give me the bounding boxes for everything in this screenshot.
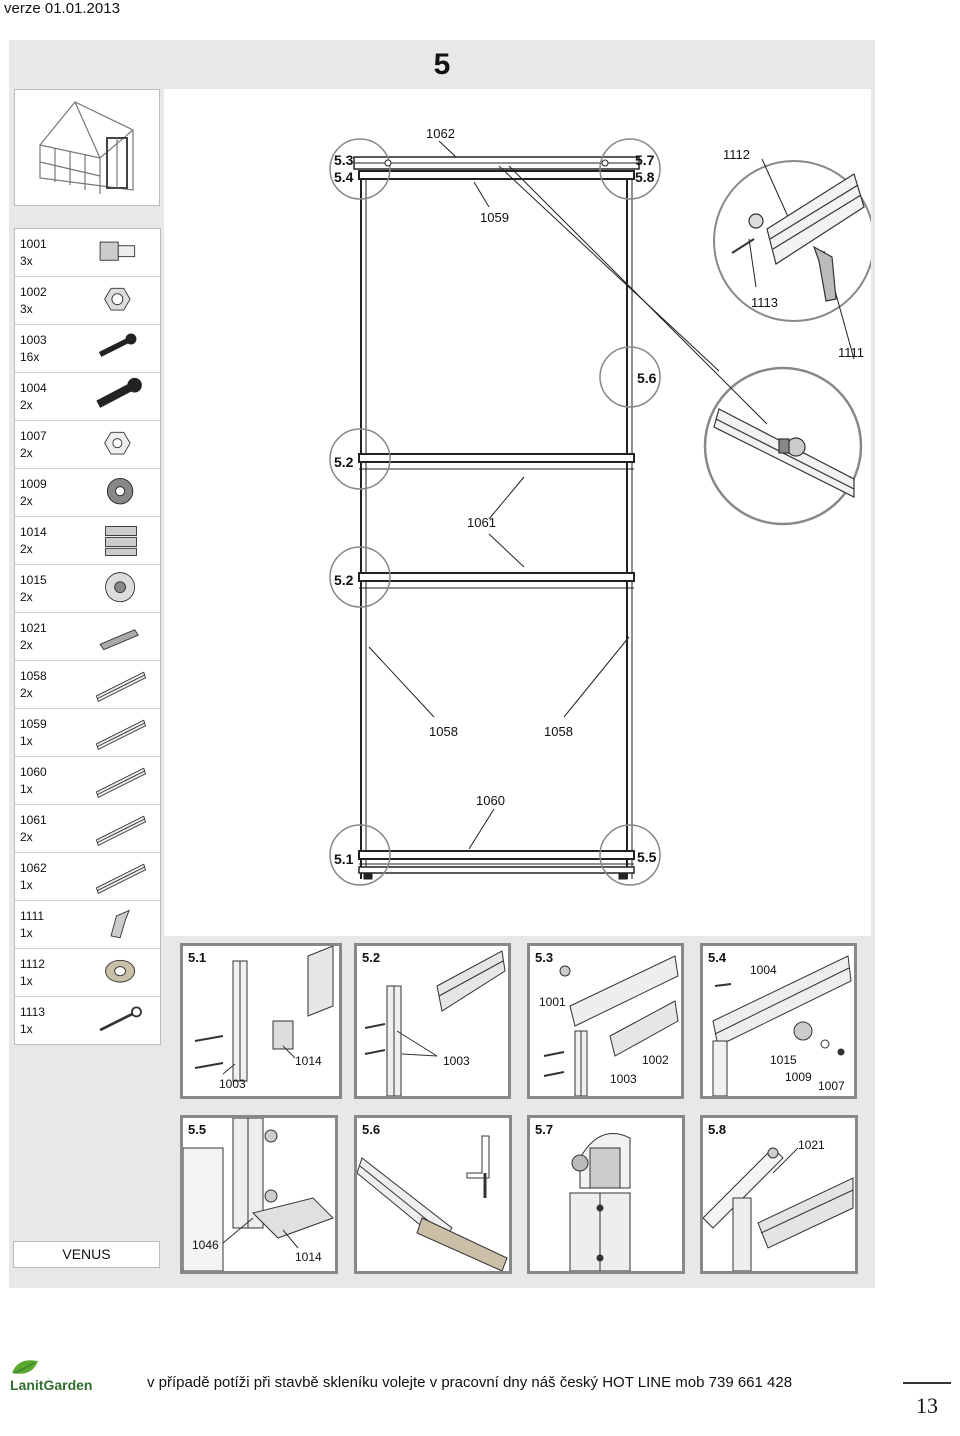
part-code: 1021 — [20, 621, 47, 635]
detail-label: 1004 — [750, 963, 777, 977]
parts-list — [14, 228, 161, 1045]
callout-label: 5.7 — [635, 152, 655, 168]
hex-nut-icon — [90, 281, 152, 321]
part-label: 1111 — [838, 345, 865, 360]
part-row — [15, 997, 160, 1044]
profile-icon — [90, 713, 152, 753]
greenhouse-thumbnail — [14, 89, 160, 206]
detail-label: 1014 — [295, 1054, 322, 1068]
part-label: 1112 — [723, 147, 750, 162]
detail-label: 1002 — [642, 1053, 669, 1067]
part-quantity: 2x — [20, 542, 33, 556]
part-code: 1061 — [20, 813, 47, 827]
hotline-text: v případě potíži při stavbě skleníku volejte v pracovní dny náš český HOT LINE mob 739 661 428 — [147, 1374, 793, 1391]
part-code: 1111 — [20, 909, 45, 923]
part-label: 1062 — [426, 126, 455, 141]
part-code: 1015 — [20, 573, 47, 587]
part-quantity: 16x — [20, 350, 40, 364]
detail-drawing — [530, 1118, 682, 1271]
brand-name: LanitGarden — [10, 1377, 93, 1393]
callout-label: 5.5 — [637, 849, 657, 865]
detail-5-8 — [700, 1115, 858, 1274]
part-quantity: 2x — [20, 830, 33, 844]
profile-icon — [90, 761, 152, 801]
greenhouse-icon — [15, 90, 159, 205]
part-row — [15, 469, 160, 517]
part-row — [15, 949, 160, 997]
part-quantity: 2x — [20, 446, 33, 460]
detail-label: 1003 — [610, 1072, 637, 1086]
part-quantity: 1x — [20, 782, 33, 796]
wheel-icon — [90, 569, 152, 609]
detail-title: 5.4 — [708, 950, 727, 965]
detail-drawing — [530, 946, 681, 1096]
version-label: verze 01.01.2013 — [4, 0, 120, 17]
detail-5-3 — [527, 943, 684, 1099]
part-row — [15, 373, 160, 421]
part-code: 1062 — [20, 861, 47, 875]
detail-title: 5.6 — [362, 1122, 381, 1137]
part-code: 1059 — [20, 717, 47, 731]
brush-strip-icon — [90, 617, 152, 657]
detail-title: 5.1 — [188, 950, 207, 965]
detail-label: 1046 — [192, 1238, 219, 1252]
detail-label: 1001 — [539, 995, 566, 1009]
part-row — [15, 901, 160, 949]
part-quantity: 1x — [20, 1022, 33, 1036]
detail-title: 5.2 — [362, 950, 381, 965]
part-quantity: 3x — [20, 302, 33, 316]
detail-5-2 — [354, 943, 511, 1099]
part-label: 1059 — [480, 210, 509, 225]
part-label: 1113 — [751, 295, 778, 310]
callout-label: 5.3 — [334, 152, 354, 168]
part-code: 1014 — [20, 525, 47, 539]
detail-label: 1014 — [295, 1250, 322, 1264]
callout-label: 5.8 — [635, 169, 655, 185]
detail-title: 5.3 — [535, 950, 554, 965]
detail-drawing — [703, 946, 854, 1096]
part-code: 1112 — [20, 957, 45, 971]
part-code: 1003 — [20, 333, 47, 347]
part-quantity: 2x — [20, 398, 33, 412]
part-row — [15, 661, 160, 709]
door-frame-diagram — [164, 89, 871, 936]
handle-icon — [90, 905, 152, 945]
part-quantity: 1x — [20, 878, 33, 892]
detail-label: 1003 — [443, 1054, 470, 1068]
profile-icon — [90, 665, 152, 705]
part-row — [15, 229, 160, 277]
step-number: 5 — [433, 48, 451, 81]
part-code: 1004 — [20, 381, 47, 395]
part-quantity: 3x — [20, 254, 33, 268]
roller-icon — [90, 953, 152, 993]
detail-title: 5.8 — [708, 1122, 727, 1137]
part-quantity: 2x — [20, 638, 33, 652]
part-quantity: 1x — [20, 974, 33, 988]
profile-icon — [90, 809, 152, 849]
part-row — [15, 853, 160, 901]
detail-5-4 — [700, 943, 857, 1099]
part-code: 1007 — [20, 429, 47, 443]
callout-label: 5.2 — [334, 572, 354, 588]
part-code: 1058 — [20, 669, 47, 683]
callout-label: 5.4 — [334, 169, 354, 185]
detail-label: 1007 — [818, 1079, 845, 1093]
detail-label: 1021 — [798, 1138, 825, 1152]
callout-label: 5.1 — [334, 851, 354, 867]
part-row — [15, 421, 160, 469]
page-number: 13 — [903, 1382, 951, 1426]
part-quantity: 2x — [20, 494, 33, 508]
detail-drawing — [703, 1118, 855, 1271]
callout-label: 5.2 — [334, 454, 354, 470]
part-code: 1009 — [20, 477, 47, 491]
part-code: 1002 — [20, 285, 47, 299]
profile-icon — [90, 857, 152, 897]
washer-icon — [90, 473, 152, 513]
detail-title: 5.7 — [535, 1122, 554, 1137]
part-code: 1113 — [20, 1005, 45, 1019]
detail-drawing — [183, 946, 339, 1096]
part-label: 1058 — [544, 724, 573, 739]
callout-label: 5.6 — [637, 370, 657, 386]
part-quantity: 1x — [20, 734, 33, 748]
part-row — [15, 325, 160, 373]
detail-drawing — [357, 946, 508, 1096]
part-row — [15, 805, 160, 853]
nut-icon — [90, 425, 152, 465]
long-bolt-icon — [90, 377, 152, 417]
detail-label: 1003 — [219, 1077, 246, 1091]
screw-icon — [90, 329, 152, 369]
part-label: 1058 — [429, 724, 458, 739]
pin-icon — [90, 1001, 152, 1041]
part-row — [15, 565, 160, 613]
detail-5-6 — [354, 1115, 512, 1274]
detail-5-5 — [180, 1115, 338, 1274]
part-row — [15, 613, 160, 661]
part-quantity: 2x — [20, 686, 33, 700]
model-label: VENUS — [13, 1241, 160, 1268]
detail-label: 1015 — [770, 1053, 797, 1067]
part-label: 1060 — [476, 793, 505, 808]
part-row — [15, 517, 160, 565]
part-row — [15, 709, 160, 757]
detail-drawing — [357, 1118, 509, 1271]
part-row — [15, 277, 160, 325]
part-code: 1001 — [20, 237, 47, 251]
part-row — [15, 757, 160, 805]
part-code: 1060 — [20, 765, 47, 779]
part-label: 1061 — [467, 515, 496, 530]
part-quantity: 1x — [20, 926, 33, 940]
detail-5-1 — [180, 943, 342, 1099]
part-quantity: 2x — [20, 590, 33, 604]
bolt-nut-icon — [90, 233, 152, 273]
bracket-icon — [90, 521, 152, 561]
detail-title: 5.5 — [188, 1122, 207, 1137]
detail-label: 1009 — [785, 1070, 812, 1084]
detail-5-7 — [527, 1115, 685, 1274]
